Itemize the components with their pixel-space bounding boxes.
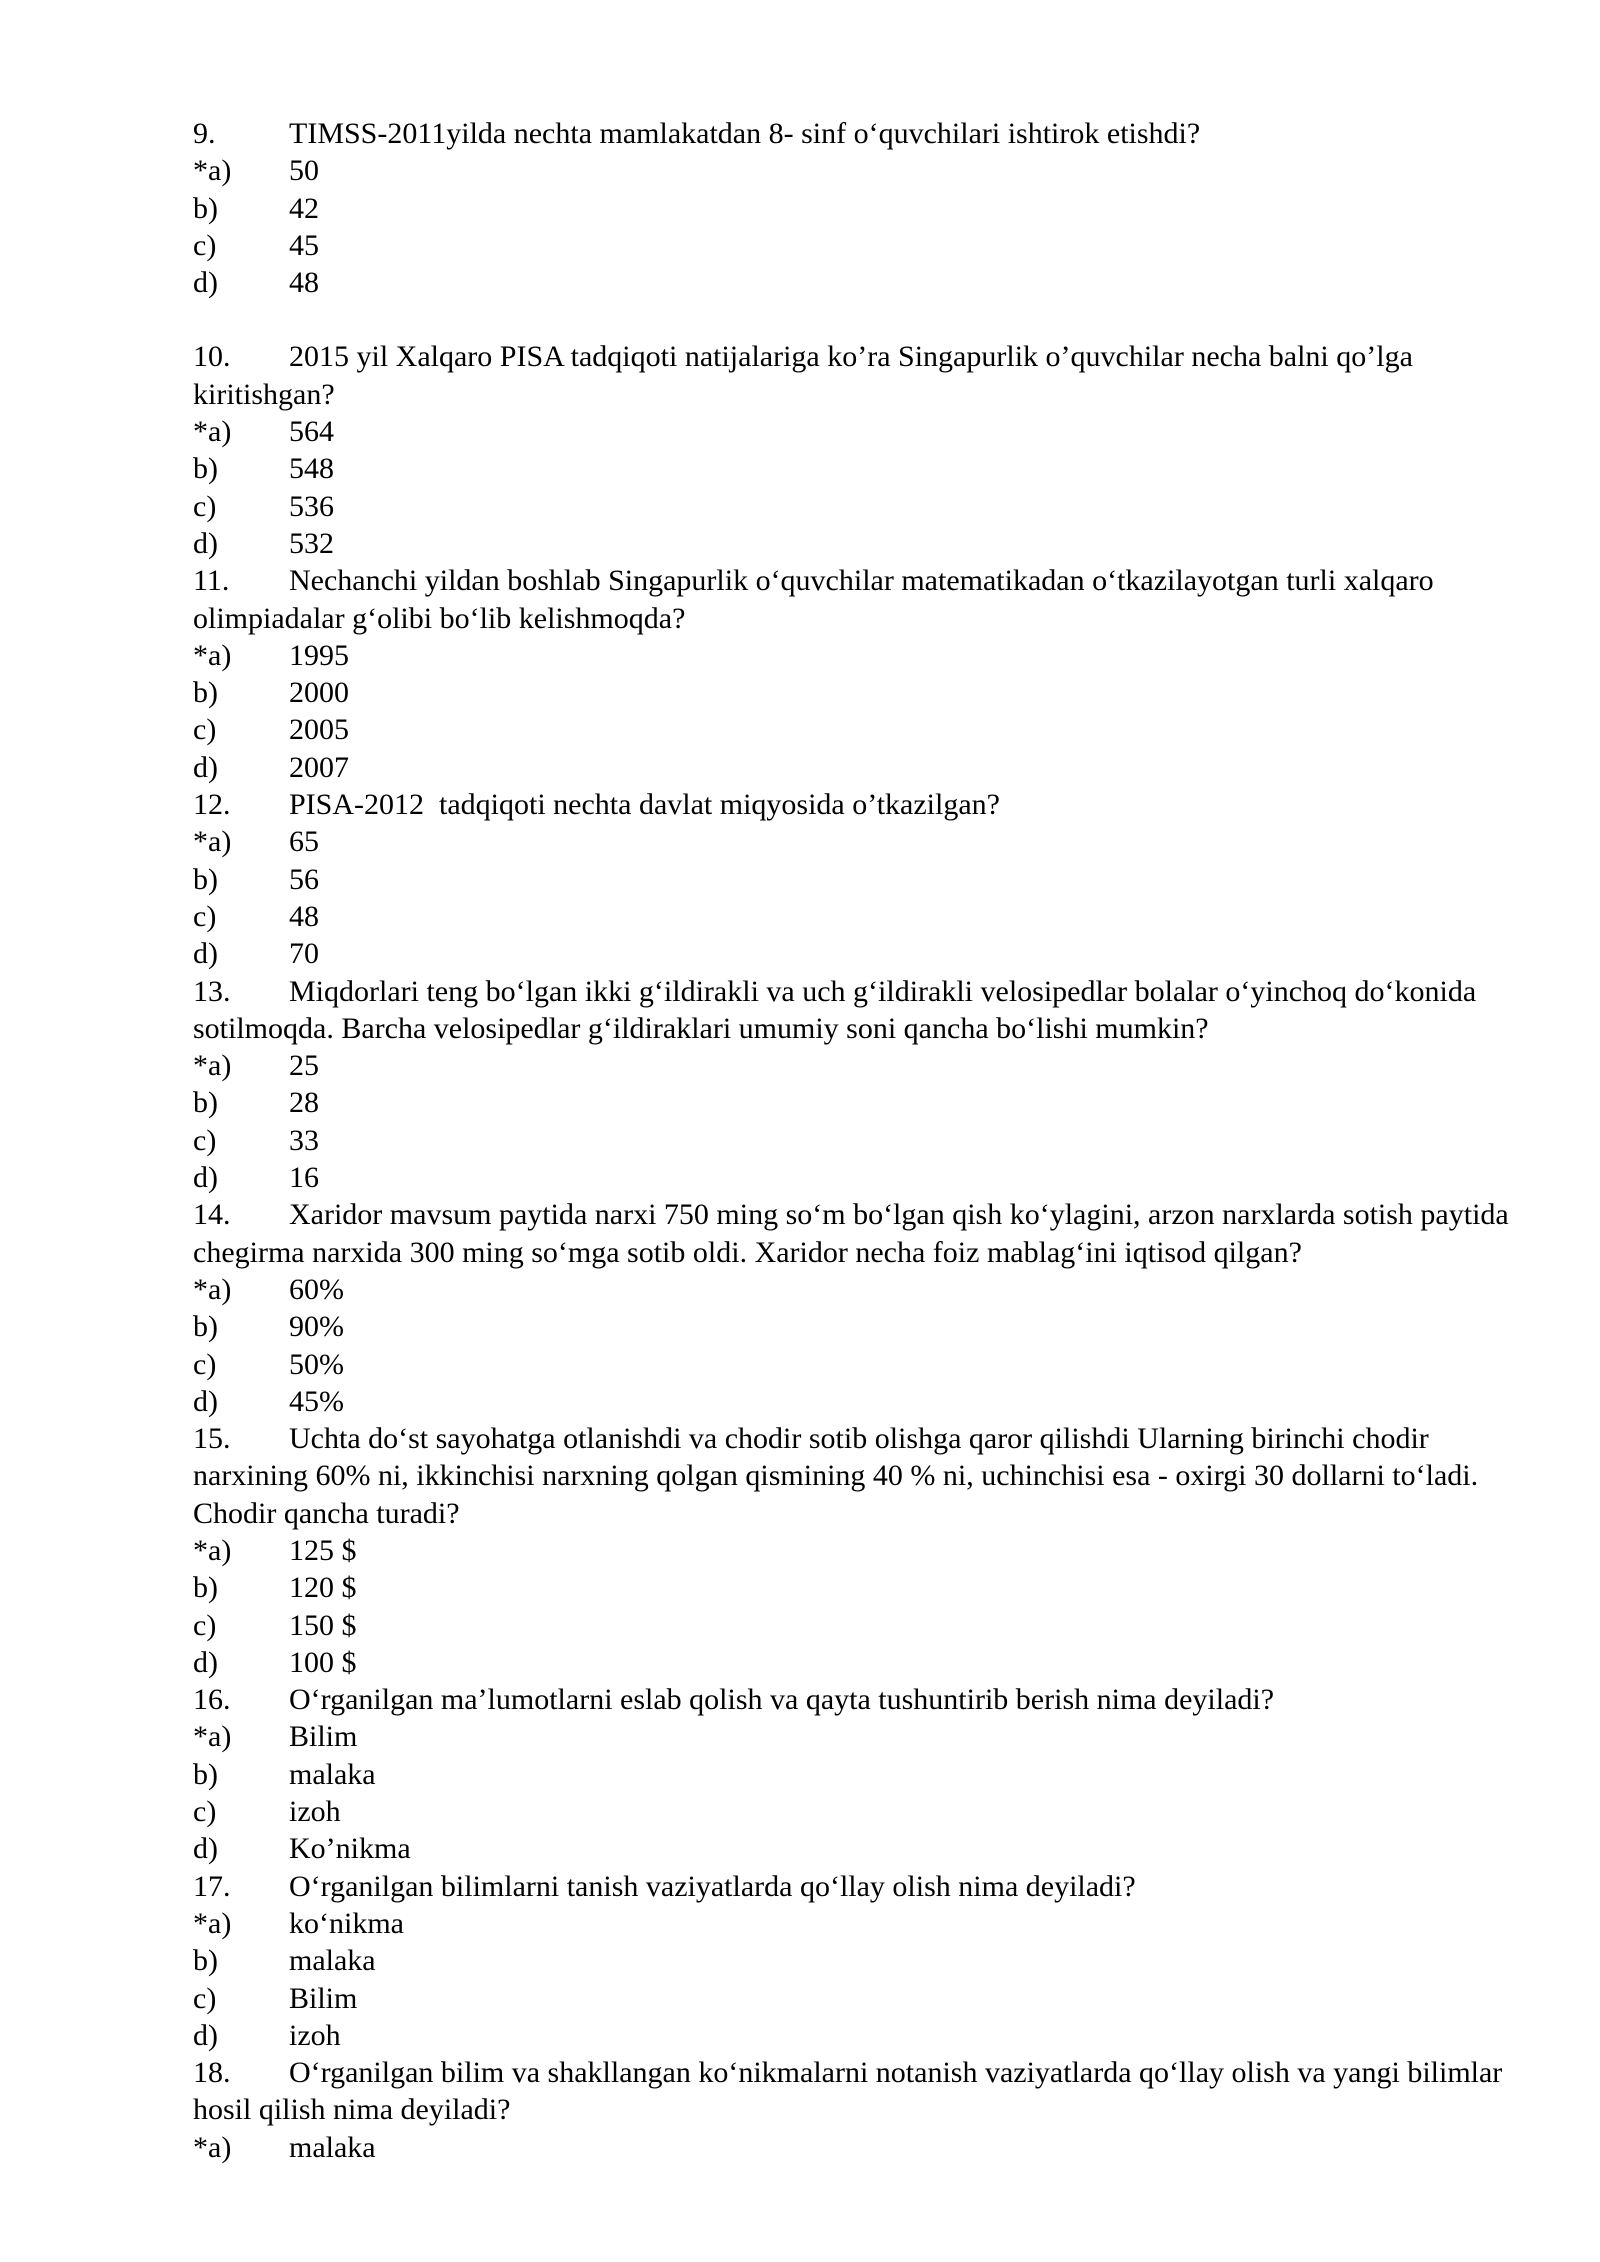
option-key: *a): [193, 154, 232, 188]
option-value: 90%: [289, 1310, 344, 1344]
option-c: [193, 227, 1538, 264]
option-key: d): [193, 750, 218, 784]
option-key: d): [193, 1161, 218, 1195]
question-body: Uchta do‘st sayohatga otlanishdi va chodir sotib olishga qaror qilishdi Ularning birinchi chodir narxining 60% ni, ikkinchisi narxning qolgan qismining 40 % ni, uchinchisi esa - oxirgi 30 dollarni to‘ladi. Chodir qancha turadi?: [193, 1422, 1479, 1530]
option-key: d): [193, 266, 218, 300]
question-text: [193, 1420, 1538, 1532]
option-d: [193, 1644, 1538, 1681]
option-key: c): [193, 1123, 217, 1157]
option-key: *a): [193, 638, 232, 672]
option-value: 2005: [289, 713, 349, 747]
option-d: [193, 749, 1538, 786]
option-d: [193, 935, 1538, 972]
option-b: [193, 674, 1538, 711]
option-b: [193, 1569, 1538, 1606]
option-key: *a): [193, 1906, 232, 1940]
option-value: 33: [289, 1123, 319, 1157]
option-value: 48: [289, 899, 319, 933]
option-a: [193, 2129, 1538, 2166]
option-value: 48: [289, 266, 319, 300]
option-b: [193, 450, 1538, 487]
option-d: [193, 1830, 1538, 1867]
option-value: Ko’nikma: [289, 1832, 411, 1866]
question-16: [193, 1681, 1538, 1867]
option-value: 532: [289, 526, 334, 560]
option-key: b): [193, 191, 218, 225]
option-value: Bilim: [289, 1981, 358, 2015]
option-b: [193, 861, 1538, 898]
option-key: d): [193, 937, 218, 971]
option-key: d): [193, 526, 218, 560]
option-a: [193, 637, 1538, 674]
option-value: 564: [289, 415, 334, 449]
option-a: [193, 1271, 1538, 1308]
option-value: 60%: [289, 1272, 344, 1306]
option-key: c): [193, 228, 217, 262]
option-value: 56: [289, 862, 319, 896]
option-value: 50%: [289, 1347, 344, 1381]
question-number: 13.: [193, 974, 231, 1008]
option-value: 548: [289, 452, 334, 486]
question-10: [193, 338, 1538, 562]
option-value: izoh: [289, 2018, 341, 2052]
option-c: [193, 488, 1538, 525]
option-key: b): [193, 1757, 218, 1791]
option-value: 45%: [289, 1384, 344, 1418]
option-value: 28: [289, 1086, 319, 1120]
option-value: 42: [289, 191, 319, 225]
option-key: b): [193, 862, 218, 896]
option-a: [193, 1905, 1538, 1942]
option-value: 2007: [289, 750, 349, 784]
option-value: Bilim: [289, 1720, 358, 1754]
question-15: [193, 1420, 1538, 1681]
question-number: 17.: [193, 1869, 231, 1903]
option-c: [193, 898, 1538, 935]
option-value: 100 $: [289, 1645, 357, 1679]
option-key: b): [193, 1086, 218, 1120]
option-key: d): [193, 1384, 218, 1418]
option-key: *a): [193, 2130, 232, 2164]
question-text: [193, 1868, 1538, 1905]
option-d: [193, 1159, 1538, 1196]
option-c: [193, 1122, 1538, 1159]
option-b: [193, 1084, 1538, 1121]
question-text: [193, 562, 1538, 637]
option-value: 1995: [289, 638, 349, 672]
question-text: [193, 1196, 1538, 1271]
option-d: [193, 2017, 1538, 2054]
option-key: b): [193, 676, 218, 710]
option-value: ko‘nikma: [289, 1906, 404, 1940]
option-value: 2000: [289, 676, 349, 710]
option-value: 70: [289, 937, 319, 971]
question-text: [193, 786, 1538, 823]
option-c: [193, 1793, 1538, 1830]
option-key: c): [193, 713, 217, 747]
option-c: [193, 1346, 1538, 1383]
question-body: Xaridor mavsum paytida narxi 750 ming so‘m bo‘lgan qish ko‘ylagini, arzon narxlarda sotish paytida chegirma narxida 300 ming so‘mga sotib oldi. Xaridor necha foiz mablag‘ini iqtisod qilgan?: [193, 1198, 1509, 1269]
option-d: [193, 1383, 1538, 1420]
question-body: O‘rganilgan bilimlarni tanish vaziyatlarda qo‘llay olish nima deyiladi?: [289, 1869, 1136, 1903]
option-a: [193, 1718, 1538, 1755]
option-value: 16: [289, 1161, 319, 1195]
option-key: b): [193, 1571, 218, 1605]
option-value: 65: [289, 825, 319, 859]
option-key: c): [193, 489, 217, 523]
option-key: b): [193, 1310, 218, 1344]
option-key: b): [193, 1944, 218, 1978]
question-text: [193, 973, 1538, 1048]
option-a: [193, 823, 1538, 860]
question-number: 10.: [193, 340, 231, 374]
question-14: [193, 1196, 1538, 1420]
option-a: [193, 152, 1538, 189]
option-key: c): [193, 1981, 217, 2015]
question-number: 9.: [193, 117, 216, 150]
question-9: [193, 115, 1538, 301]
question-number: 18.: [193, 2056, 231, 2090]
question-number: 15.: [193, 1422, 231, 1456]
option-key: *a): [193, 1049, 232, 1083]
option-key: d): [193, 1832, 218, 1866]
question-17: [193, 1868, 1538, 2054]
option-c: [193, 711, 1538, 748]
option-value: 536: [289, 489, 334, 523]
option-value: malaka: [289, 2130, 376, 2164]
question-body: TIMSS-2011yilda nechta mamlakatdan 8- sinf o‘quvchilari ishtirok etishdi?: [289, 117, 1201, 150]
option-key: *a): [193, 825, 232, 859]
option-value: izoh: [289, 1795, 341, 1829]
option-a: [193, 1532, 1538, 1569]
question-number: 12.: [193, 788, 231, 822]
document-page: [193, 115, 1538, 2166]
option-key: d): [193, 1645, 218, 1679]
option-b: [193, 190, 1538, 227]
question-number: 14.: [193, 1198, 231, 1232]
option-a: [193, 413, 1538, 450]
question-12: [193, 786, 1538, 972]
option-key: c): [193, 1347, 217, 1381]
question-body: Miqdorlari teng bo‘lgan ikki g‘ildirakli va uch g‘ildirakli velosipedlar bolalar o‘yinchoq do‘konida sotilmoqda. Barcha velosipedlar g‘ildiraklari umumiy soni qancha bo‘lishi mumkin?: [193, 974, 1477, 1045]
option-value: 125 $: [289, 1533, 357, 1567]
option-d: [193, 525, 1538, 562]
question-number: 11.: [193, 564, 230, 598]
option-b: [193, 1756, 1538, 1793]
option-value: 25: [289, 1049, 319, 1083]
question-13: [193, 973, 1538, 1197]
question-18: [193, 2054, 1538, 2166]
option-value: 150 $: [289, 1608, 357, 1642]
option-value: 50: [289, 154, 319, 188]
option-c: [193, 1980, 1538, 2017]
option-key: c): [193, 1608, 217, 1642]
option-key: b): [193, 452, 218, 486]
question-body: PISA-2012 tadqiqoti nechta davlat miqyosida o’tkazilgan?: [289, 788, 1000, 822]
option-value: 120 $: [289, 1571, 357, 1605]
option-value: 45: [289, 228, 319, 262]
option-value: malaka: [289, 1944, 376, 1978]
option-key: *a): [193, 1272, 232, 1306]
question-text: [193, 1681, 1538, 1718]
question-text: [193, 338, 1538, 413]
option-key: c): [193, 899, 217, 933]
question-body: 2015 yil Xalqaro PISA tadqiqoti natijalariga ko’ra Singapurlik o’quvchilar necha balni qo’lga kiritishgan?: [193, 340, 1413, 411]
question-body: O‘rganilgan bilim va shakllangan ko‘nikmalarni notanish vaziyatlarda qo‘llay olish va yangi bilimlar hosil qilish nima deyiladi?: [193, 2056, 1503, 2127]
question-text: [193, 2054, 1538, 2129]
option-d: [193, 264, 1538, 301]
option-b: [193, 1308, 1538, 1345]
question-body: O‘rganilgan ma’lumotlarni eslab qolish va qayta tushuntirib berish nima deyiladi?: [289, 1683, 1275, 1717]
question-body: Nechanchi yildan boshlab Singapurlik o‘quvchilar matematikadan o‘tkazilayotgan turli xalqaro olimpiadalar g‘olibi bo‘lib kelishmoqda?: [193, 564, 1434, 635]
option-key: *a): [193, 1533, 232, 1567]
question-11: [193, 562, 1538, 786]
option-c: [193, 1607, 1538, 1644]
question-number: 16.: [193, 1683, 231, 1717]
question-text: [193, 115, 1538, 152]
option-b: [193, 1942, 1538, 1979]
option-key: *a): [193, 415, 232, 449]
option-key: c): [193, 1795, 217, 1829]
option-key: *a): [193, 1720, 232, 1754]
option-value: malaka: [289, 1757, 376, 1791]
option-a: [193, 1047, 1538, 1084]
option-key: d): [193, 2018, 218, 2052]
